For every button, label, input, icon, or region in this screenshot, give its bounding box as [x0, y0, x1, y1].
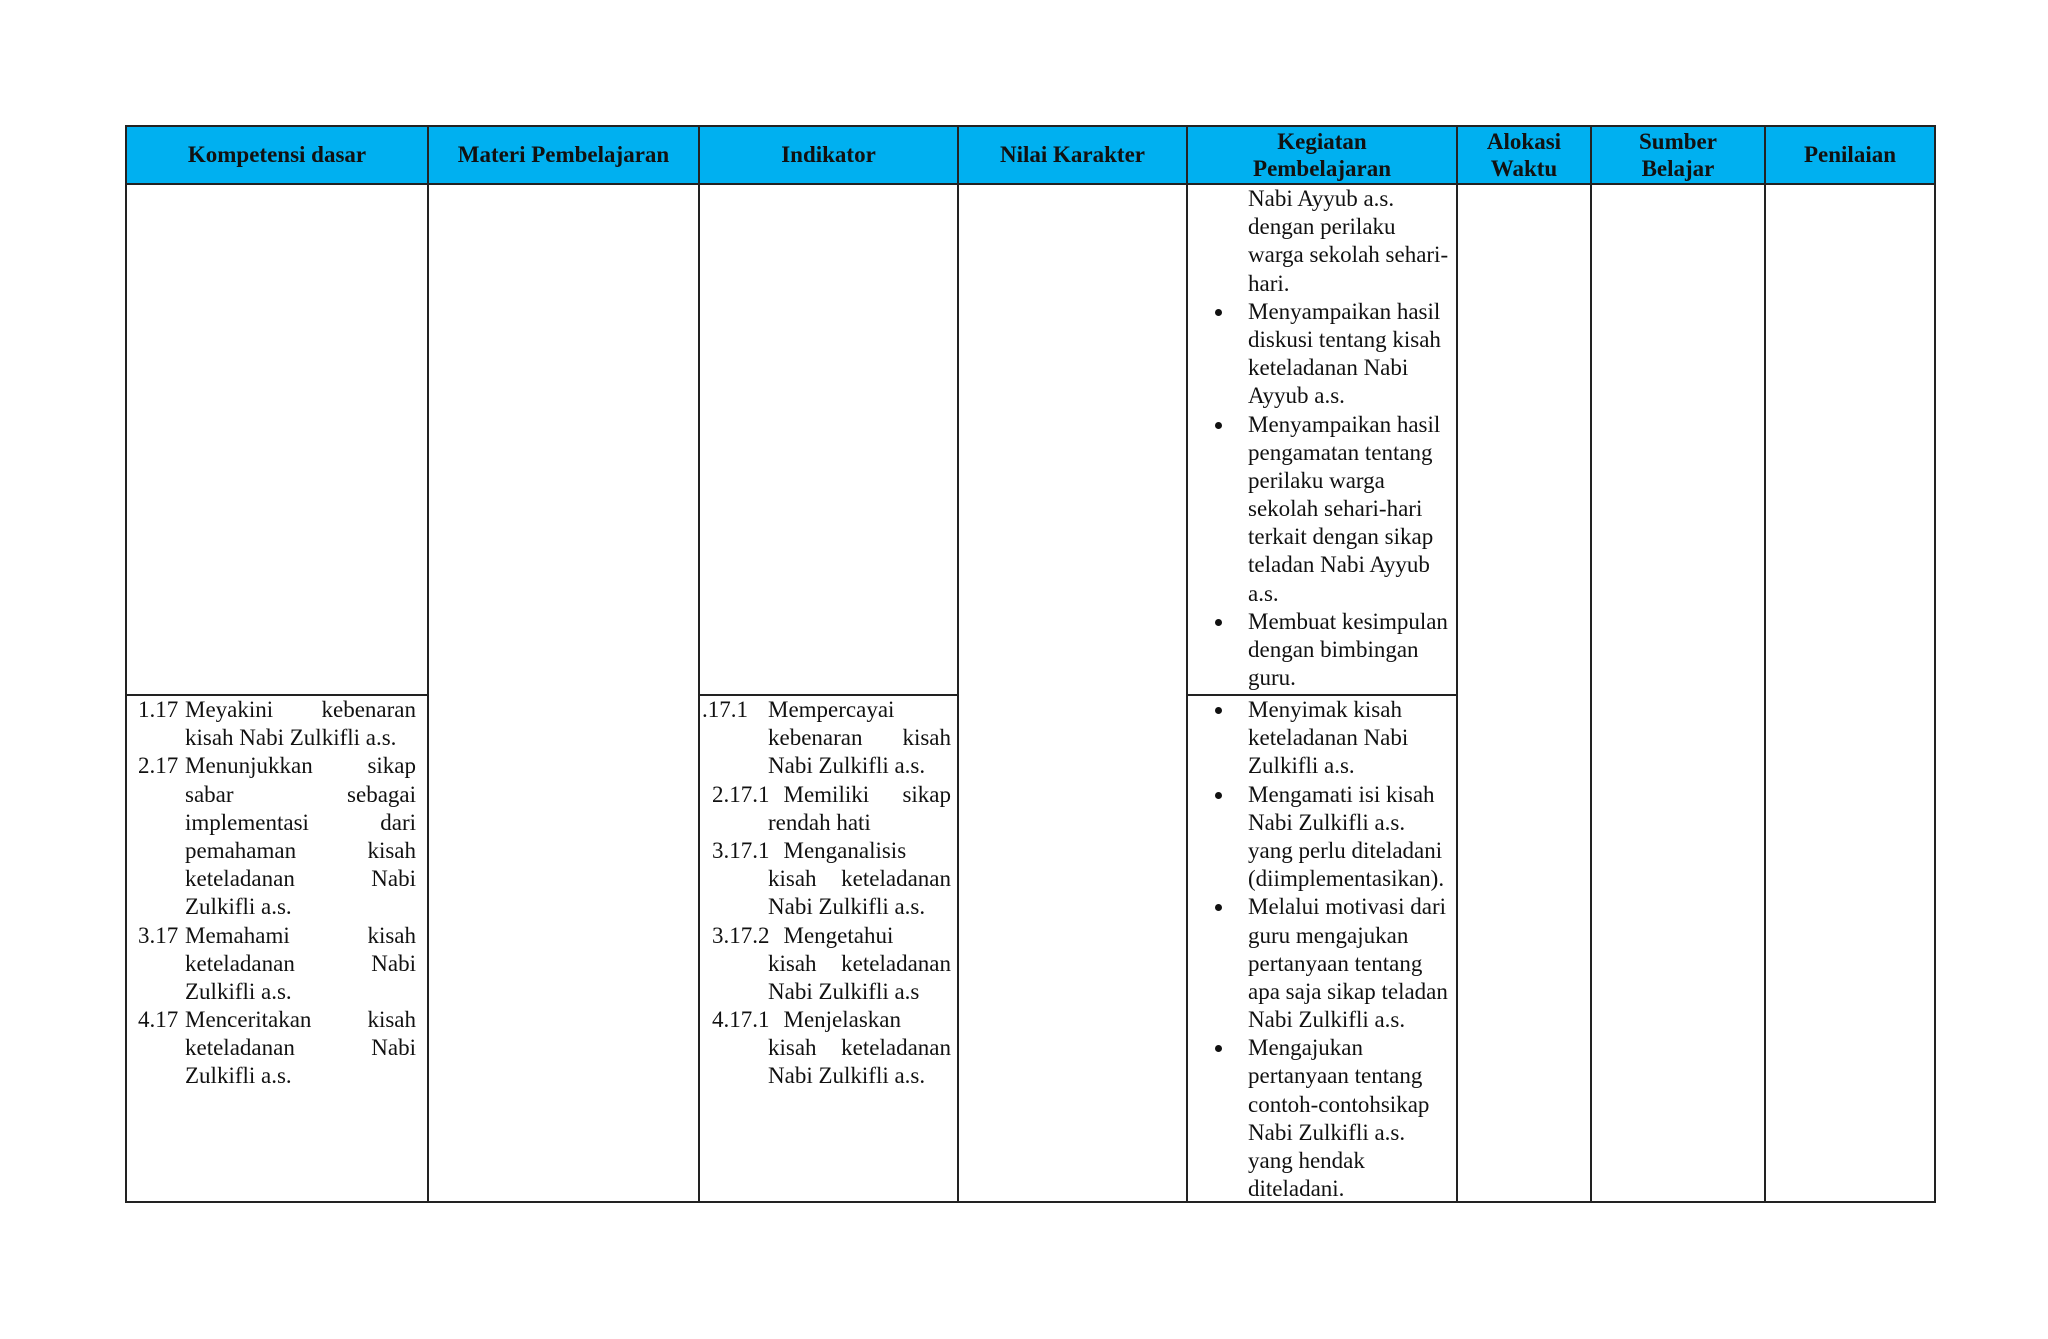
- bullet-icon: [1215, 792, 1222, 799]
- header-indikator: [700, 127, 957, 183]
- kompetensi-item: [138, 922, 416, 1007]
- kegiatan-pembelajaran-cell-bottom: [1204, 696, 1454, 1203]
- kegiatan-text-line: diteladani.: [1248, 1176, 1345, 1202]
- kompetensi-line-word: Zulkifli a.s.: [185, 894, 292, 920]
- kompetensi-line: [185, 893, 416, 921]
- indikator-item: [702, 922, 951, 1007]
- kegiatan-text-line: (diimplementasikan).: [1248, 866, 1445, 892]
- kegiatan-text-line: terkait dengan sikap: [1248, 524, 1434, 550]
- kegiatan-text-line: apa saja sikap teladan: [1248, 978, 1448, 1004]
- column-divider: [1456, 127, 1458, 1201]
- indikator-line-word: kisah: [768, 866, 817, 892]
- kegiatan-text-line: teladan Nabi Ayyub: [1248, 552, 1430, 578]
- kegiatan-bullet-list: [1204, 298, 1454, 693]
- kompetensi-line-word: kisah Nabi Zulkifli a.s.: [185, 725, 397, 751]
- kegiatan-text-line: warga sekolah sehari-: [1248, 242, 1449, 268]
- indikator-item: [702, 781, 951, 837]
- indikator-line-word: Nabi Zulkifli a.s.: [768, 753, 926, 779]
- bullet-icon: [1215, 1045, 1222, 1052]
- indikator-line-word: Menganalisis: [783, 837, 907, 863]
- indikator-line-word: Nabi Zulkifli a.s.: [768, 894, 926, 920]
- kompetensi-number: 1.17: [138, 697, 179, 722]
- kompetensi-line-word: keteladanan: [185, 866, 295, 892]
- indikator-first-text: [784, 1006, 952, 1034]
- kegiatan-text-line: hari.: [1248, 270, 1290, 296]
- kompetensi-line: [185, 1006, 416, 1034]
- kegiatan-text-line: Membuat kesimpulan: [1248, 608, 1448, 634]
- kompetensi-line-word: Menunjukkan: [185, 753, 313, 779]
- kegiatan-text-line: dengan perilaku: [1248, 214, 1396, 240]
- kompetensi-line: [185, 696, 416, 724]
- kegiatan-bullet-item: [1204, 298, 1454, 411]
- kegiatan-bullet-item: [1204, 696, 1454, 781]
- column-divider: [698, 127, 700, 1201]
- kompetensi-line-word: Zulkifli a.s.: [185, 1063, 292, 1089]
- header-nilai-karakter: [959, 127, 1186, 183]
- kompetensi-line: [185, 781, 416, 809]
- kegiatan-text-line: yang hendak: [1248, 1148, 1365, 1173]
- kegiatan-text-line: Nabi Zulkifli a.s.: [1248, 809, 1406, 835]
- indikator-first-text: [784, 837, 952, 865]
- header-sumber-line2: Belajar: [1641, 156, 1715, 181]
- kegiatan-text-line: Melalui motivasi dari: [1248, 894, 1447, 920]
- kompetensi-line: [185, 922, 416, 950]
- header-materi-label: Materi Pembelajaran: [457, 142, 670, 167]
- header-kompetensi-dasar-label: Kompetensi dasar: [187, 142, 367, 167]
- indikator-first-text: [784, 781, 952, 809]
- bullet-icon: [1215, 707, 1222, 714]
- indikator-line-word: kebenaran: [768, 725, 863, 751]
- indikator-line: [768, 809, 951, 837]
- kompetensi-line-word: kisah: [367, 1007, 416, 1033]
- indikator-text: [768, 809, 951, 837]
- column-divider: [427, 127, 429, 1201]
- column-divider: [957, 127, 959, 1201]
- kompetensi-text: [185, 922, 416, 1007]
- header-penilaian-label: Penilaian: [1803, 142, 1896, 167]
- indikator-number: 4.17.1: [712, 1007, 770, 1033]
- indikator-line-word: sikap: [902, 781, 951, 807]
- kegiatan-text-line: keteladanan Nabi: [1248, 725, 1409, 751]
- kegiatan-pembelajaran-cell-top: [1204, 185, 1454, 692]
- kegiatan-text-line: Menyampaikan hasil: [1248, 298, 1441, 324]
- indikator-number: .17.1: [702, 697, 748, 722]
- column-divider: [1764, 127, 1766, 1201]
- kompetensi-line-word: keteladanan: [185, 950, 295, 976]
- indikator-line-word: kisah: [768, 1035, 817, 1061]
- kegiatan-text-line: Mengamati isi kisah: [1248, 781, 1435, 807]
- kegiatan-text-line: keteladanan Nabi: [1248, 355, 1409, 381]
- indikator-line-word: Nabi Zulkifli a.s: [768, 978, 920, 1004]
- table-header-row: [127, 127, 1934, 185]
- header-sumber-belajar: [1592, 127, 1764, 183]
- header-penilaian: [1766, 127, 1934, 183]
- kompetensi-number: 2.17: [138, 753, 179, 779]
- kompetensi-line: [185, 1062, 416, 1090]
- kegiatan-text-line: yang perlu diteladani: [1248, 837, 1443, 863]
- bullet-icon: [1215, 309, 1222, 316]
- kegiatan-text-line: sekolah sehari-hari: [1248, 496, 1423, 522]
- indikator-item: [702, 696, 951, 781]
- kompetensi-line-word: Menceritakan: [185, 1007, 312, 1033]
- indikator-line: [768, 865, 951, 893]
- header-kegiatan-line2: Pembelajaran: [1253, 156, 1391, 181]
- indikator-text: [768, 865, 951, 921]
- indikator-line-word: kisah: [768, 950, 817, 976]
- header-alokasi-line1: Alokasi: [1486, 129, 1562, 154]
- header-indikator-label: Indikator: [781, 142, 876, 167]
- kegiatan-text-line: pertanyaan tentang: [1248, 950, 1423, 976]
- indikator-line: [768, 978, 951, 1006]
- kegiatan-text-line: diskusi tentang kisah: [1248, 326, 1441, 352]
- kegiatan-text-line: Menyimak kisah: [1248, 697, 1402, 722]
- indikator-line-word: keteladanan: [841, 1035, 951, 1061]
- kegiatan-bullet-item: [1204, 411, 1454, 608]
- indikator-line: [768, 1062, 951, 1090]
- indikator-line-word: Memiliki: [783, 781, 870, 807]
- bullet-icon: [1215, 619, 1222, 626]
- kegiatan-text-line: Menyampaikan hasil: [1248, 411, 1441, 437]
- kompetensi-line-word: dari: [380, 809, 416, 835]
- kompetensi-number: 4.17: [138, 1007, 179, 1033]
- indikator-line: [768, 696, 951, 724]
- kegiatan-bullet-item: [1204, 1034, 1454, 1203]
- column-divider: [1186, 127, 1188, 1201]
- indikator-first-line: [702, 922, 951, 950]
- kegiatan-text-line: Mengajukan: [1248, 1035, 1363, 1061]
- kompetensi-item: [138, 696, 416, 752]
- kegiatan-text-line: contoh-contohsikap: [1248, 1091, 1430, 1117]
- kompetensi-line-word: Nabi: [371, 866, 416, 892]
- kompetensi-line-word: Nabi: [371, 1035, 416, 1061]
- kompetensi-line: [185, 752, 416, 780]
- kompetensi-line-word: kisah: [367, 837, 416, 863]
- indikator-line: [768, 724, 951, 752]
- kegiatan-text-line: Nabi Zulkifli a.s.: [1248, 1119, 1406, 1145]
- kompetensi-item: [138, 752, 416, 921]
- kegiatan-text-line: guru mengajukan: [1248, 922, 1409, 948]
- indikator-line: [768, 1034, 951, 1062]
- kompetensi-number: 3.17: [138, 922, 179, 948]
- kompetensi-line-word: sabar: [185, 781, 234, 807]
- kegiatan-bullet-item: [1204, 893, 1454, 1034]
- header-materi-pembelajaran: [429, 127, 698, 183]
- indikator-text: [768, 696, 951, 781]
- indikator-text: [768, 1034, 951, 1090]
- kompetensi-line-word: sebagai: [347, 781, 416, 807]
- kompetensi-line-word: kebenaran: [321, 697, 416, 722]
- header-sumber-line1: Sumber: [1639, 129, 1717, 154]
- kegiatan-text-line: guru.: [1248, 665, 1296, 691]
- indikator-line: [768, 950, 951, 978]
- kompetensi-line-word: Nabi: [371, 950, 416, 976]
- kegiatan-bullet-list: [1204, 696, 1454, 1203]
- kegiatan-bullet-item: [1204, 608, 1454, 693]
- kegiatan-text-line: pengamatan tentang: [1248, 439, 1433, 465]
- kompetensi-text: [185, 696, 416, 752]
- kegiatan-bullet-item: [1204, 781, 1454, 894]
- header-alokasi-line2: Waktu: [1490, 156, 1558, 181]
- indikator-line-word: rendah hati: [768, 809, 871, 835]
- rpp-table: [125, 125, 1936, 1203]
- kompetensi-line: [185, 978, 416, 1006]
- kompetensi-line: [185, 724, 416, 752]
- kompetensi-line-word: Zulkifli a.s.: [185, 978, 292, 1004]
- kegiatan-text-line: Nabi Zulkifli a.s.: [1248, 1007, 1406, 1033]
- indikator-line-word: keteladanan: [841, 950, 951, 976]
- kegiatan-text-line: a.s.: [1248, 580, 1279, 606]
- header-nilai-label: Nilai Karakter: [1000, 142, 1145, 167]
- indikator-number: 3.17.2: [712, 922, 770, 948]
- kegiatan-text-line: Ayyub a.s.: [1248, 383, 1345, 409]
- kegiatan-text-line: pertanyaan tentang: [1248, 1063, 1423, 1089]
- kompetensi-line: [185, 950, 416, 978]
- header-kegiatan-pembelajaran: [1188, 127, 1456, 183]
- header-kegiatan-line1: Kegiatan: [1277, 129, 1367, 154]
- indikator-first-text: [784, 922, 952, 950]
- indikator-line-word: kisah: [902, 725, 951, 751]
- kompetensi-text: [185, 752, 416, 921]
- indikator-line-word: Menjelaskan: [783, 1007, 902, 1033]
- column-divider: [1590, 127, 1592, 1201]
- kompetensi-line-word: implementasi: [185, 809, 309, 835]
- header-kompetensi-dasar: [127, 127, 427, 183]
- kompetensi-line: [185, 809, 416, 837]
- indikator-line-word: keteladanan: [841, 866, 951, 892]
- indikator-number: 3.17.1: [712, 837, 770, 863]
- kompetensi-line: [185, 837, 416, 865]
- indikator-number: 2.17.1: [712, 781, 770, 807]
- indikator-line-word: Mengetahui: [783, 922, 894, 948]
- bullet-icon: [1215, 904, 1222, 911]
- kegiatan-top-intro: [1204, 185, 1454, 298]
- indikator-first-line: [702, 781, 951, 809]
- indikator-line: [768, 752, 951, 780]
- indikator-line-word: Mempercayai: [768, 697, 895, 722]
- kompetensi-line-word: Meyakini: [185, 697, 274, 722]
- indikator-first-line: [702, 837, 951, 865]
- kompetensi-line: [185, 1034, 416, 1062]
- kompetensi-text: [185, 1006, 416, 1091]
- kompetensi-line-word: kisah: [367, 922, 416, 948]
- header-alokasi-waktu: [1458, 127, 1590, 183]
- kompetensi-dasar-cell: [138, 696, 416, 1091]
- kegiatan-text-line: Nabi Ayyub a.s.: [1248, 186, 1395, 211]
- indikator-item: [702, 837, 951, 922]
- kegiatan-text-line: dengan bimbingan: [1248, 637, 1419, 662]
- kegiatan-text-line: perilaku warga: [1248, 467, 1385, 493]
- indikator-line-word: Nabi Zulkifli a.s.: [768, 1063, 926, 1089]
- kompetensi-line-word: sikap: [367, 753, 416, 779]
- bullet-icon: [1215, 422, 1222, 429]
- kompetensi-line-word: pemahaman: [185, 837, 297, 863]
- kompetensi-item: [138, 1006, 416, 1091]
- indikator-item: [702, 1006, 951, 1091]
- kompetensi-line-word: Memahami: [185, 922, 290, 948]
- indikator-cell: [702, 696, 951, 1091]
- indikator-line: [768, 893, 951, 921]
- indikator-text: [768, 950, 951, 1006]
- kompetensi-line: [185, 865, 416, 893]
- kompetensi-line-word: keteladanan: [185, 1035, 295, 1061]
- kegiatan-text-line: Zulkifli a.s.: [1248, 753, 1355, 779]
- indikator-first-line: [702, 1006, 951, 1034]
